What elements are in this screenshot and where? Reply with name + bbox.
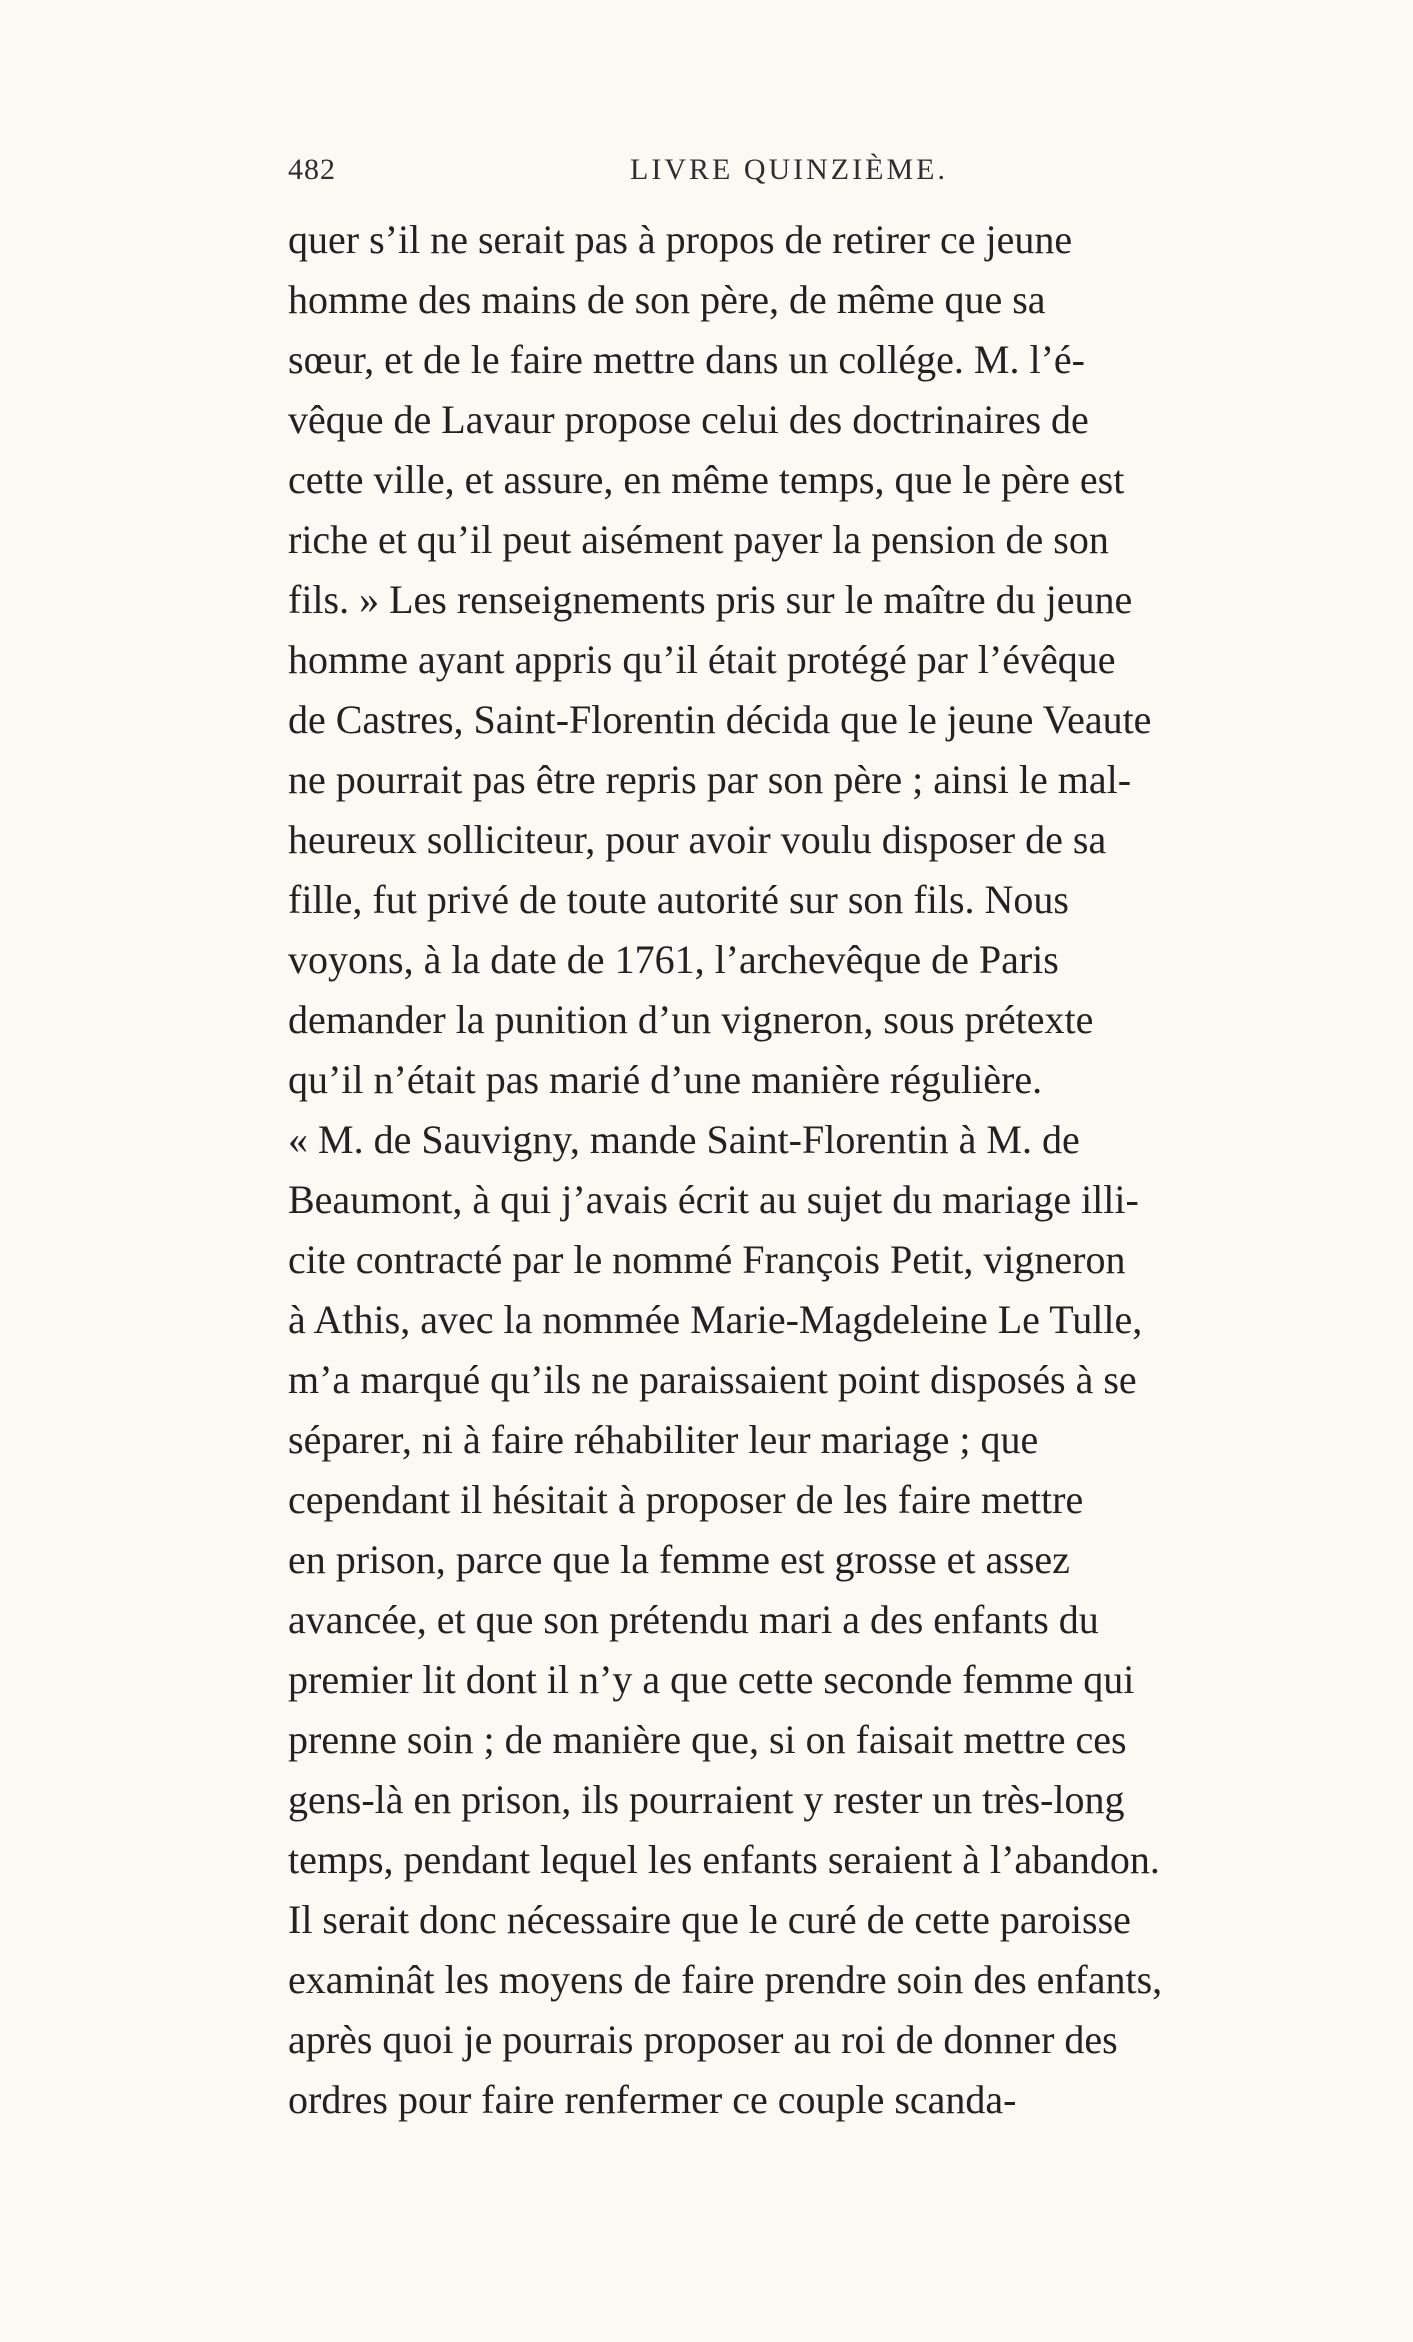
text-line: sœur, et de le faire mettre dans un collége. M. l’é- bbox=[288, 337, 1085, 382]
text-line: premier lit dont il n’y a que cette seconde femme qui bbox=[288, 1657, 1135, 1702]
text-line: cette ville, et assure, en même temps, que le père est bbox=[288, 457, 1125, 502]
text-line: riche et qu’il peut aisément payer la pension de son bbox=[288, 517, 1109, 562]
text-line: heureux solliciteur, pour avoir voulu disposer de sa bbox=[288, 817, 1107, 862]
text-line: temps, pendant lequel les enfants seraient à l’abandon. bbox=[288, 1837, 1160, 1882]
text-line: de Castres, Saint-Florentin décida que le jeune Veaute bbox=[288, 697, 1152, 742]
text-line: après quoi je pourrais proposer au roi de donner des bbox=[288, 2017, 1118, 2062]
text-line: demander la punition d’un vigneron, sous prétexte bbox=[288, 997, 1094, 1042]
text-line: séparer, ni à faire réhabiliter leur mariage ; que bbox=[288, 1417, 1039, 1462]
text-line: en prison, parce que la femme est grosse et assez bbox=[288, 1537, 1070, 1582]
text-line: cependant il hésitait à proposer de les faire mettre bbox=[288, 1477, 1084, 1522]
text-line: gens-là en prison, ils pourraient y rester un très-long bbox=[288, 1777, 1125, 1822]
text-line: à Athis, avec la nommée Marie-Magdeleine Le Tulle, bbox=[288, 1297, 1143, 1342]
text-line: « M. de Sauvigny, mande Saint-Florentin à M. de bbox=[288, 1117, 1080, 1162]
text-line: fille, fut privé de toute autorité sur son fils. Nous bbox=[288, 877, 1069, 922]
text-line: avancée, et que son prétendu mari a des enfants du bbox=[288, 1597, 1099, 1642]
text-line: prenne soin ; de manière que, si on faisait mettre ces bbox=[288, 1717, 1127, 1762]
text-line: ne pourrait pas être repris par son père ; ainsi le mal- bbox=[288, 757, 1132, 802]
text-line: Beaumont, à qui j’avais écrit au sujet du mariage illi- bbox=[288, 1177, 1139, 1222]
text-line: ordres pour faire renfermer ce couple scanda- bbox=[288, 2077, 1017, 2122]
text-line: Il serait donc nécessaire que le curé de cette paroisse bbox=[288, 1897, 1131, 1942]
text-line: vêque de Lavaur propose celui des doctrinaires de bbox=[288, 397, 1089, 442]
text-line: cite contracté par le nommé François Petit, vigneron bbox=[288, 1237, 1126, 1282]
body-text bbox=[288, 210, 1288, 2130]
running-title: LIVRE QUINZIÈME. bbox=[630, 153, 948, 186]
text-line: m’a marqué qu’ils ne paraissaient point disposés à se bbox=[288, 1357, 1137, 1402]
running-head bbox=[288, 150, 1008, 190]
text-line: qu’il n’était pas marié d’une manière régulière. bbox=[288, 1057, 1043, 1102]
text-line: homme des mains de son père, de même que sa bbox=[288, 277, 1046, 322]
text-line: quer s’il ne serait pas à propos de retirer ce jeune bbox=[288, 217, 1073, 262]
text-line: fils. » Les renseignements pris sur le maître du jeune bbox=[288, 577, 1133, 622]
text-line: voyons, à la date de 1761, l’archevêque de Paris bbox=[288, 937, 1059, 982]
text-line: homme ayant appris qu’il était protégé par l’évêque bbox=[288, 637, 1116, 682]
text-line: examinât les moyens de faire prendre soin des enfants, bbox=[288, 1957, 1163, 2002]
page-number: 482 bbox=[288, 153, 336, 186]
